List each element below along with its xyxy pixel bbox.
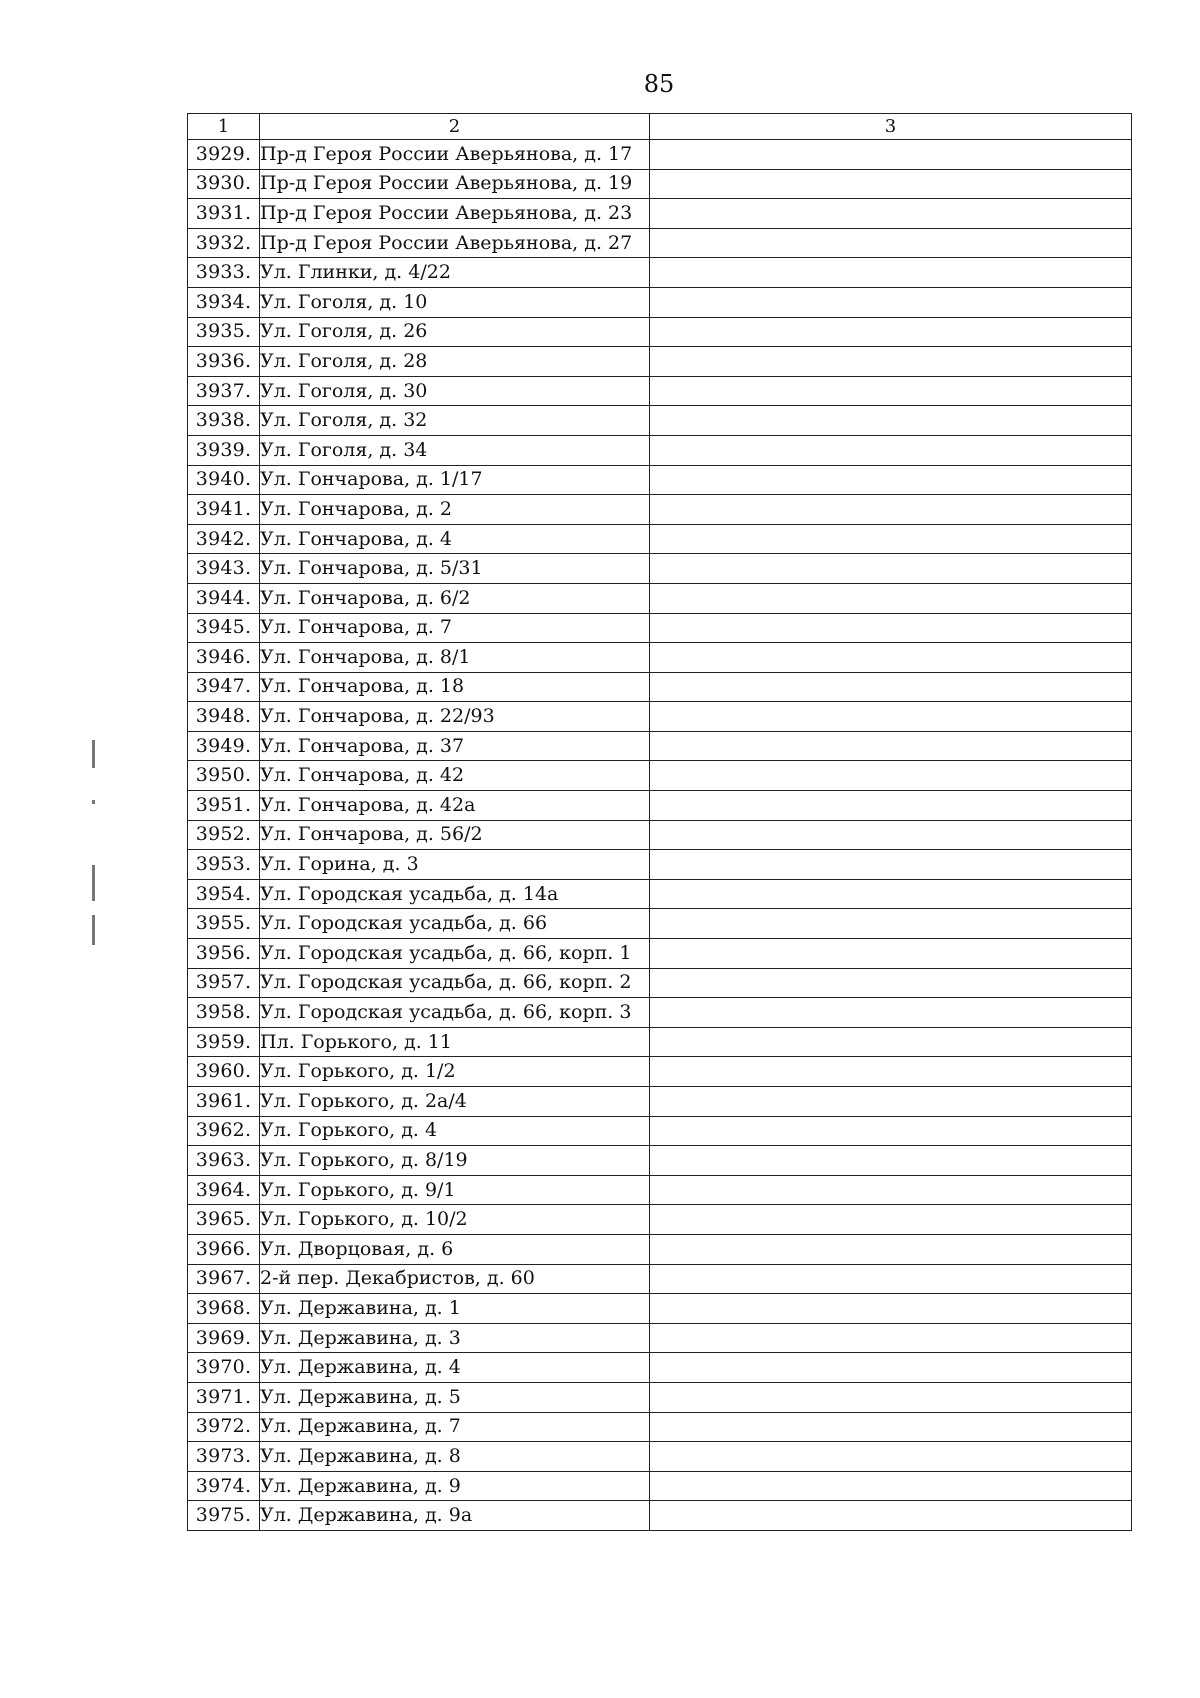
row-number: 3947. xyxy=(188,672,260,702)
row-column-3 xyxy=(650,169,1132,199)
row-column-3 xyxy=(650,1353,1132,1383)
row-column-3 xyxy=(650,761,1132,791)
table-row xyxy=(188,1323,1132,1353)
table-row xyxy=(188,1501,1132,1531)
table-row xyxy=(188,820,1132,850)
table-row xyxy=(188,761,1132,791)
table-row xyxy=(188,169,1132,199)
row-address: Ул. Державина, д. 1 xyxy=(260,1294,650,1324)
table-row xyxy=(188,435,1132,465)
table-row xyxy=(188,495,1132,525)
row-number: 3953. xyxy=(188,850,260,880)
row-column-3 xyxy=(650,643,1132,673)
table-row xyxy=(188,1146,1132,1176)
row-column-3 xyxy=(650,1205,1132,1235)
row-number: 3973. xyxy=(188,1442,260,1472)
row-column-3 xyxy=(650,583,1132,613)
row-address: Ул. Державина, д. 9 xyxy=(260,1471,650,1501)
row-number: 3955. xyxy=(188,909,260,939)
row-column-3 xyxy=(650,1382,1132,1412)
row-number: 3938. xyxy=(188,406,260,436)
table-row xyxy=(188,347,1132,377)
row-number: 3969. xyxy=(188,1323,260,1353)
row-number: 3929. xyxy=(188,140,260,170)
row-number: 3949. xyxy=(188,731,260,761)
row-number: 3931. xyxy=(188,199,260,229)
table-row xyxy=(188,554,1132,584)
row-number: 3933. xyxy=(188,258,260,288)
row-column-3 xyxy=(650,1057,1132,1087)
column-header-3: 3 xyxy=(650,114,1132,140)
column-header-1: 1 xyxy=(188,114,260,140)
row-number: 3941. xyxy=(188,495,260,525)
row-column-3 xyxy=(650,495,1132,525)
row-column-3 xyxy=(650,850,1132,880)
table-row xyxy=(188,1057,1132,1087)
row-number: 3942. xyxy=(188,524,260,554)
row-column-3 xyxy=(650,613,1132,643)
row-address: Ул. Гоголя, д. 30 xyxy=(260,376,650,406)
table-row xyxy=(188,140,1132,170)
row-column-3 xyxy=(650,199,1132,229)
row-number: 3967. xyxy=(188,1264,260,1294)
row-address: 2-й пер. Декабристов, д. 60 xyxy=(260,1264,650,1294)
row-column-3 xyxy=(650,376,1132,406)
row-column-3 xyxy=(650,435,1132,465)
row-column-3 xyxy=(650,1027,1132,1057)
row-column-3 xyxy=(650,909,1132,939)
row-address: Ул. Гончарова, д. 37 xyxy=(260,731,650,761)
row-address: Ул. Гоголя, д. 28 xyxy=(260,347,650,377)
row-address: Ул. Горького, д. 2а/4 xyxy=(260,1087,650,1117)
table-row xyxy=(188,1471,1132,1501)
address-table xyxy=(187,113,1132,1531)
table-row xyxy=(188,317,1132,347)
table-row xyxy=(188,1205,1132,1235)
table-row xyxy=(188,1442,1132,1472)
row-number: 3962. xyxy=(188,1116,260,1146)
table-row xyxy=(188,1294,1132,1324)
table-row xyxy=(188,613,1132,643)
table-row xyxy=(188,1087,1132,1117)
table-row xyxy=(188,998,1132,1028)
row-column-3 xyxy=(650,258,1132,288)
row-column-3 xyxy=(650,1323,1132,1353)
row-address: Ул. Горького, д. 8/19 xyxy=(260,1146,650,1176)
row-column-3 xyxy=(650,1234,1132,1264)
row-address: Ул. Городская усадьба, д. 66, корп. 2 xyxy=(260,968,650,998)
row-address: Ул. Гончарова, д. 4 xyxy=(260,524,650,554)
row-number: 3958. xyxy=(188,998,260,1028)
table-body xyxy=(188,140,1132,1531)
row-number: 3950. xyxy=(188,761,260,791)
row-number: 3964. xyxy=(188,1175,260,1205)
row-number: 3963. xyxy=(188,1146,260,1176)
row-address: Ул. Державина, д. 5 xyxy=(260,1382,650,1412)
table-row xyxy=(188,1353,1132,1383)
row-number: 3934. xyxy=(188,287,260,317)
row-column-3 xyxy=(650,1501,1132,1531)
row-column-3 xyxy=(650,672,1132,702)
row-number: 3966. xyxy=(188,1234,260,1264)
row-address: Ул. Горького, д. 9/1 xyxy=(260,1175,650,1205)
row-address: Ул. Гончарова, д. 22/93 xyxy=(260,702,650,732)
row-address: Ул. Гончарова, д. 5/31 xyxy=(260,554,650,584)
row-address: Ул. Державина, д. 8 xyxy=(260,1442,650,1472)
table-row xyxy=(188,287,1132,317)
row-number: 3951. xyxy=(188,791,260,821)
row-number: 3956. xyxy=(188,939,260,969)
row-column-3 xyxy=(650,702,1132,732)
table-row xyxy=(188,1382,1132,1412)
table-row xyxy=(188,731,1132,761)
row-address: Ул. Державина, д. 4 xyxy=(260,1353,650,1383)
row-address: Ул. Державина, д. 9а xyxy=(260,1501,650,1531)
row-address: Ул. Гончарова, д. 18 xyxy=(260,672,650,702)
row-number: 3939. xyxy=(188,435,260,465)
row-address: Ул. Гоголя, д. 10 xyxy=(260,287,650,317)
row-number: 3932. xyxy=(188,228,260,258)
row-number: 3961. xyxy=(188,1087,260,1117)
table-row xyxy=(188,791,1132,821)
row-address: Ул. Горького, д. 4 xyxy=(260,1116,650,1146)
row-column-3 xyxy=(650,1175,1132,1205)
row-address: Ул. Гоголя, д. 34 xyxy=(260,435,650,465)
row-column-3 xyxy=(650,1294,1132,1324)
row-number: 3936. xyxy=(188,347,260,377)
row-address: Ул. Городская усадьба, д. 66, корп. 1 xyxy=(260,939,650,969)
table-row xyxy=(188,850,1132,880)
row-address: Ул. Городская усадьба, д. 14а xyxy=(260,879,650,909)
row-column-3 xyxy=(650,317,1132,347)
row-number: 3930. xyxy=(188,169,260,199)
table-row xyxy=(188,643,1132,673)
row-number: 3975. xyxy=(188,1501,260,1531)
table-row xyxy=(188,1234,1132,1264)
row-address: Ул. Горького, д. 10/2 xyxy=(260,1205,650,1235)
row-address: Пр-д Героя России Аверьянова, д. 17 xyxy=(260,140,650,170)
row-column-3 xyxy=(650,998,1132,1028)
row-number: 3952. xyxy=(188,820,260,850)
row-number: 3954. xyxy=(188,879,260,909)
table-row xyxy=(188,1027,1132,1057)
row-column-3 xyxy=(650,879,1132,909)
row-column-3 xyxy=(650,968,1132,998)
row-number: 3935. xyxy=(188,317,260,347)
table-row xyxy=(188,258,1132,288)
row-address: Ул. Державина, д. 3 xyxy=(260,1323,650,1353)
row-number: 3971. xyxy=(188,1382,260,1412)
row-number: 3937. xyxy=(188,376,260,406)
table-row xyxy=(188,1116,1132,1146)
row-column-3 xyxy=(650,939,1132,969)
row-column-3 xyxy=(650,554,1132,584)
row-address: Ул. Гончарова, д. 8/1 xyxy=(260,643,650,673)
row-number: 3974. xyxy=(188,1471,260,1501)
row-number: 3970. xyxy=(188,1353,260,1383)
row-column-3 xyxy=(650,1116,1132,1146)
row-column-3 xyxy=(650,1442,1132,1472)
table-row xyxy=(188,1412,1132,1442)
row-column-3 xyxy=(650,791,1132,821)
row-address: Ул. Гончарова, д. 42 xyxy=(260,761,650,791)
table-row xyxy=(188,702,1132,732)
table-row xyxy=(188,909,1132,939)
row-address: Ул. Гоголя, д. 32 xyxy=(260,406,650,436)
row-column-3 xyxy=(650,347,1132,377)
row-address: Ул. Гоголя, д. 26 xyxy=(260,317,650,347)
row-address: Ул. Гончарова, д. 56/2 xyxy=(260,820,650,850)
row-column-3 xyxy=(650,1412,1132,1442)
table-row xyxy=(188,968,1132,998)
row-column-3 xyxy=(650,1146,1132,1176)
row-column-3 xyxy=(650,140,1132,170)
row-column-3 xyxy=(650,524,1132,554)
row-column-3 xyxy=(650,465,1132,495)
scan-margin-marks xyxy=(92,740,98,970)
row-address: Ул. Глинки, д. 4/22 xyxy=(260,258,650,288)
row-column-3 xyxy=(650,406,1132,436)
table-row xyxy=(188,228,1132,258)
row-column-3 xyxy=(650,820,1132,850)
table-row xyxy=(188,672,1132,702)
row-number: 3944. xyxy=(188,583,260,613)
table-row xyxy=(188,1175,1132,1205)
table-header-row xyxy=(188,114,1132,140)
row-column-3 xyxy=(650,287,1132,317)
table-row xyxy=(188,1264,1132,1294)
row-number: 3940. xyxy=(188,465,260,495)
row-column-3 xyxy=(650,1087,1132,1117)
table-row xyxy=(188,465,1132,495)
row-number: 3948. xyxy=(188,702,260,732)
row-number: 3965. xyxy=(188,1205,260,1235)
row-address: Ул. Гончарова, д. 6/2 xyxy=(260,583,650,613)
row-address: Пр-д Героя России Аверьянова, д. 23 xyxy=(260,199,650,229)
row-address: Ул. Городская усадьба, д. 66, корп. 3 xyxy=(260,998,650,1028)
row-number: 3972. xyxy=(188,1412,260,1442)
row-address: Ул. Гончарова, д. 7 xyxy=(260,613,650,643)
row-number: 3946. xyxy=(188,643,260,673)
row-column-3 xyxy=(650,731,1132,761)
row-address: Ул. Горина, д. 3 xyxy=(260,850,650,880)
row-address: Пр-д Героя России Аверьянова, д. 19 xyxy=(260,169,650,199)
row-address: Ул. Дворцовая, д. 6 xyxy=(260,1234,650,1264)
table-row xyxy=(188,376,1132,406)
row-number: 3945. xyxy=(188,613,260,643)
row-column-3 xyxy=(650,1471,1132,1501)
row-column-3 xyxy=(650,1264,1132,1294)
row-number: 3957. xyxy=(188,968,260,998)
row-address: Пл. Горького, д. 11 xyxy=(260,1027,650,1057)
row-address: Ул. Державина, д. 7 xyxy=(260,1412,650,1442)
row-number: 3959. xyxy=(188,1027,260,1057)
row-address: Ул. Гончарова, д. 1/17 xyxy=(260,465,650,495)
table-row xyxy=(188,879,1132,909)
row-column-3 xyxy=(650,228,1132,258)
row-number: 3968. xyxy=(188,1294,260,1324)
row-number: 3960. xyxy=(188,1057,260,1087)
row-address: Ул. Гончарова, д. 42а xyxy=(260,791,650,821)
column-header-2: 2 xyxy=(260,114,650,140)
page-number: 85 xyxy=(643,70,675,98)
table-row xyxy=(188,199,1132,229)
table-row xyxy=(188,583,1132,613)
row-number: 3943. xyxy=(188,554,260,584)
table-row xyxy=(188,406,1132,436)
table-row xyxy=(188,524,1132,554)
row-address: Пр-д Героя России Аверьянова, д. 27 xyxy=(260,228,650,258)
row-address: Ул. Городская усадьба, д. 66 xyxy=(260,909,650,939)
row-address: Ул. Гончарова, д. 2 xyxy=(260,495,650,525)
row-address: Ул. Горького, д. 1/2 xyxy=(260,1057,650,1087)
table-row xyxy=(188,939,1132,969)
